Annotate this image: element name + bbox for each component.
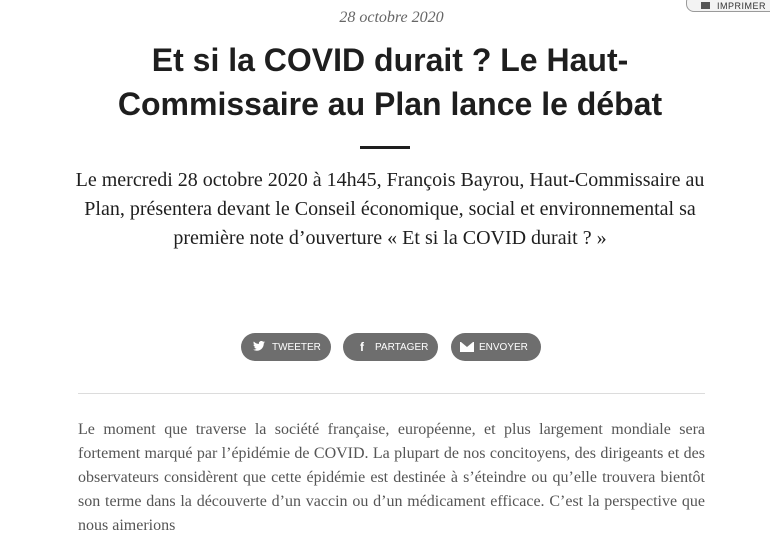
content-divider [78,393,705,394]
article-body: Le moment que traverse la société française, européenne, et plus largement mondiale sera fortement marqué par l’épidémie de COVID. La plupart de nos concitoyens, des dirigeants et des observateurs considèrent que cette épidémie est destinée à s’éteindre ou qu’elle trouvera bientôt son terme dans la découverte d’un vaccin ou d’un médicament efficace. C’est la perspective que nous aimerions [78,421,705,534]
email-share-button[interactable] [451,333,541,361]
title-divider [360,146,410,149]
article-lead: Le mercredi 28 octobre 2020 à 14h45, François Bayrou, Haut-Commissaire au Plan, présentera devant le Conseil économique, social et environnemental sa première note d’ouverture « Et si la COVID durait ? » [75,169,705,249]
tweet-button[interactable] [241,333,331,361]
article-date: 28 octobre 2020 [339,9,444,26]
print-button[interactable] [686,0,770,12]
email-share-label: ENVOYER [479,341,528,353]
facebook-share-button[interactable] [343,333,438,361]
twitter-icon [253,340,265,354]
facebook-share-label: PARTAGER [375,341,429,353]
article-title: Et si la COVID durait ? Le Haut-Commissaire au Plan lance le débat [117,42,663,122]
tweet-label: TWEETER [272,341,321,353]
facebook-icon: f [360,340,364,354]
envelope-icon [460,342,474,352]
print-label: IMPRIMER [717,1,766,11]
printer-icon [701,2,710,9]
